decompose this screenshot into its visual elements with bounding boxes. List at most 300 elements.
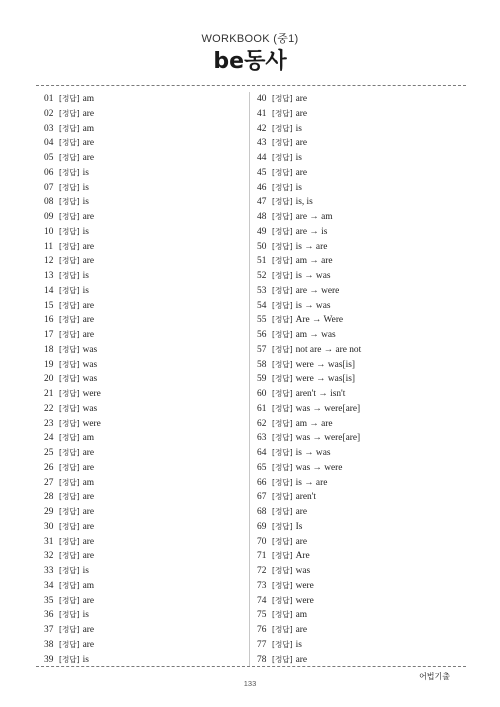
answer-text: are xyxy=(82,448,95,458)
answer-tag: [정답] xyxy=(59,521,80,531)
answer-row xyxy=(44,372,244,387)
answer-text: are xyxy=(295,654,308,665)
answer-tag: [정답] xyxy=(272,507,293,516)
answer-number: 39 xyxy=(44,654,54,665)
answer-tag: [정답] xyxy=(59,344,80,354)
answer-tag: [정답] xyxy=(59,285,80,295)
answer-text: is xyxy=(82,654,89,665)
answer-row xyxy=(257,151,457,166)
answer-row xyxy=(44,431,244,446)
column-divider xyxy=(249,92,250,666)
answer-row xyxy=(257,417,457,432)
answer-row xyxy=(44,269,244,284)
answer-number: 67 xyxy=(257,492,267,503)
answer-number: 16 xyxy=(44,315,54,326)
answer-text: are xyxy=(82,625,95,635)
answer-number: 62 xyxy=(257,418,267,429)
answer-tag: [정답] xyxy=(59,507,80,516)
answer-row xyxy=(44,136,244,151)
answer-row xyxy=(44,520,244,535)
answer-tag: [정답] xyxy=(59,271,80,280)
answer-text: was xyxy=(82,403,98,414)
answer-tag: [정답] xyxy=(272,566,293,575)
answer-tag: [정답] xyxy=(59,433,80,443)
page-title: be동사 xyxy=(213,49,287,74)
answer-text: were xyxy=(82,389,101,399)
answer-row xyxy=(44,446,244,461)
answer-row xyxy=(257,608,457,623)
answer-row xyxy=(257,549,457,564)
answer-text: is xyxy=(82,226,89,237)
answer-number: 69 xyxy=(257,521,267,532)
answer-tag: [정답] xyxy=(59,300,80,310)
answer-text: are xyxy=(82,330,95,340)
answer-number: 14 xyxy=(44,285,54,296)
answer-text: are xyxy=(295,167,308,178)
answer-tag: [정답] xyxy=(59,654,80,664)
answer-tag: [정답] xyxy=(272,108,293,118)
answer-row xyxy=(257,623,457,638)
answer-tag: [정답] xyxy=(272,492,293,502)
answer-number: 61 xyxy=(257,403,267,414)
answer-row xyxy=(257,181,457,196)
answer-text: is xyxy=(295,639,302,650)
answer-row xyxy=(257,520,457,535)
answer-row xyxy=(44,343,244,358)
answer-number: 28 xyxy=(44,492,54,503)
answer-tag: [정답] xyxy=(59,625,80,634)
answer-number: 64 xyxy=(257,448,267,458)
answer-number: 30 xyxy=(44,521,54,532)
answer-row xyxy=(257,431,457,446)
answer-text: are xyxy=(82,108,95,119)
answer-text: is → was xyxy=(295,300,331,311)
answer-row xyxy=(44,549,244,564)
answer-text: am xyxy=(82,123,95,134)
answer-text: are xyxy=(82,507,95,517)
answer-text: are xyxy=(295,138,308,149)
answer-tag: [정답] xyxy=(272,138,293,148)
answer-row xyxy=(257,594,457,609)
answer-text: was xyxy=(295,566,311,576)
answer-number: 02 xyxy=(44,108,54,119)
answer-tag: [정답] xyxy=(272,610,293,620)
answer-row xyxy=(44,92,244,107)
answer-text: aren't xyxy=(295,492,317,503)
answer-tag: [정답] xyxy=(59,610,80,620)
answer-tag: [정답] xyxy=(272,521,293,531)
answer-row xyxy=(257,240,457,255)
answer-number: 13 xyxy=(44,271,54,281)
answer-text: Are xyxy=(295,551,310,562)
answer-tag: [정답] xyxy=(59,536,80,546)
answer-number: 55 xyxy=(257,315,267,326)
answer-row xyxy=(44,254,244,269)
answer-tag: [정답] xyxy=(59,477,80,487)
answer-tag: [정답] xyxy=(272,389,293,398)
answer-number: 01 xyxy=(44,94,54,104)
answer-number: 78 xyxy=(257,654,267,665)
answer-row xyxy=(257,122,457,137)
answer-row xyxy=(44,402,244,417)
answer-number: 03 xyxy=(44,123,54,134)
answer-row xyxy=(257,225,457,240)
answer-tag: [정답] xyxy=(59,241,80,251)
answer-tag: [정답] xyxy=(272,226,293,236)
answer-row xyxy=(44,387,244,402)
answer-text: are → am xyxy=(295,212,333,222)
answer-text: were → was[is] xyxy=(295,374,355,385)
answer-tag: [정답] xyxy=(272,315,293,325)
answer-tag: [정답] xyxy=(59,566,80,575)
answer-row xyxy=(257,166,457,181)
answer-tag: [정답] xyxy=(59,94,80,103)
answer-number: 38 xyxy=(44,639,54,650)
answer-text: am xyxy=(295,610,308,621)
answer-number: 44 xyxy=(257,153,267,163)
answer-row xyxy=(257,269,457,284)
answer-tag: [정답] xyxy=(59,389,80,398)
answer-text: is xyxy=(82,182,89,193)
answer-number: 35 xyxy=(44,595,54,606)
answer-number: 15 xyxy=(44,300,54,311)
answer-text: Are → Were xyxy=(295,315,344,326)
answer-tag: [정답] xyxy=(272,639,293,649)
answer-text: are xyxy=(295,625,308,635)
answer-row xyxy=(257,92,457,107)
answer-text: are xyxy=(295,507,308,517)
answer-text: are xyxy=(82,212,95,222)
answer-text: is xyxy=(82,566,89,576)
answer-row xyxy=(44,107,244,122)
answer-text: was → were[are] xyxy=(295,433,361,444)
answer-number: 66 xyxy=(257,477,267,488)
answer-tag: [정답] xyxy=(59,108,80,118)
answer-row xyxy=(44,594,244,609)
answer-tag: [정답] xyxy=(272,625,293,634)
answer-text: are xyxy=(82,551,95,562)
answer-tag: [정답] xyxy=(59,182,80,192)
answer-text: not are → are not xyxy=(295,344,362,355)
answer-text: am xyxy=(82,580,95,591)
answer-row xyxy=(257,328,457,343)
answer-tag: [정답] xyxy=(59,153,80,162)
answer-text: was xyxy=(82,374,98,385)
answer-number: 63 xyxy=(257,433,267,444)
answer-tag: [정답] xyxy=(59,374,80,384)
answer-number: 11 xyxy=(44,241,54,252)
answer-number: 19 xyxy=(44,359,54,370)
answer-tag: [정답] xyxy=(272,403,293,413)
answer-row xyxy=(44,476,244,491)
answer-tag: [정답] xyxy=(272,359,293,369)
answer-tag: [정답] xyxy=(59,551,80,561)
answer-number: 27 xyxy=(44,477,54,488)
answer-row xyxy=(257,564,457,579)
answer-row xyxy=(44,210,244,225)
answer-text: were xyxy=(295,580,314,591)
answer-row xyxy=(257,387,457,402)
answer-row xyxy=(44,490,244,505)
answer-text: was → were xyxy=(295,462,343,473)
answer-row xyxy=(44,313,244,328)
answer-tag: [정답] xyxy=(272,182,293,192)
answer-number: 47 xyxy=(257,197,267,208)
answer-number: 33 xyxy=(44,566,54,576)
answer-number: 49 xyxy=(257,226,267,237)
answer-row xyxy=(44,461,244,476)
answer-text: are xyxy=(82,256,95,267)
answer-tag: [정답] xyxy=(59,226,80,236)
answer-row xyxy=(257,313,457,328)
answer-tag: [정답] xyxy=(59,315,80,325)
answer-number: 31 xyxy=(44,536,54,547)
answer-tag: [정답] xyxy=(272,477,293,487)
answer-number: 56 xyxy=(257,330,267,340)
answer-number: 17 xyxy=(44,330,54,340)
answer-text: are xyxy=(82,241,95,252)
answer-text: were xyxy=(295,595,314,606)
answer-row xyxy=(44,151,244,166)
answer-row xyxy=(257,358,457,373)
answer-number: 12 xyxy=(44,256,54,267)
answer-text: are xyxy=(82,138,95,149)
answer-number: 21 xyxy=(44,389,54,399)
answer-row xyxy=(257,284,457,299)
answer-row xyxy=(257,638,457,653)
answer-row xyxy=(257,461,457,476)
answer-text: am xyxy=(82,477,95,488)
answer-tag: [정답] xyxy=(59,418,80,428)
answer-number: 68 xyxy=(257,507,267,517)
answer-text: were xyxy=(82,418,101,429)
answer-text: aren't → isn't xyxy=(295,389,346,399)
answer-number: 18 xyxy=(44,344,54,355)
answer-number: 52 xyxy=(257,271,267,281)
answer-text: am xyxy=(82,433,95,444)
answer-text: is xyxy=(82,197,89,208)
answer-row xyxy=(44,284,244,299)
answer-tag: [정답] xyxy=(59,462,80,472)
answer-row xyxy=(257,535,457,550)
answer-number: 06 xyxy=(44,167,54,178)
answer-text: was → were[are] xyxy=(295,403,361,414)
answer-text: is → was xyxy=(295,271,331,281)
top-dashed-rule xyxy=(36,85,466,86)
answer-text: is xyxy=(82,610,89,621)
answer-number: 70 xyxy=(257,536,267,547)
answer-text: were → was[is] xyxy=(295,359,355,370)
answer-tag: [정답] xyxy=(59,212,80,221)
answer-number: 53 xyxy=(257,285,267,296)
answer-row xyxy=(44,417,244,432)
answer-row xyxy=(257,107,457,122)
answer-tag: [정답] xyxy=(272,330,293,339)
answer-number: 73 xyxy=(257,580,267,591)
answer-row xyxy=(257,372,457,387)
answer-tag: [정답] xyxy=(272,448,293,457)
answer-row xyxy=(44,535,244,550)
answer-column-right xyxy=(257,92,457,667)
answer-text: are xyxy=(295,108,308,119)
answer-row xyxy=(257,136,457,151)
answer-tag: [정답] xyxy=(272,344,293,354)
page-number: 133 xyxy=(243,679,257,688)
answer-row xyxy=(44,564,244,579)
answer-text: is xyxy=(82,167,89,178)
answer-text: are xyxy=(82,315,95,326)
answer-tag: [정답] xyxy=(272,167,293,177)
answer-row xyxy=(44,358,244,373)
answer-number: 48 xyxy=(257,212,267,222)
answer-text: are xyxy=(82,595,95,606)
answer-tag: [정답] xyxy=(272,580,293,590)
answer-text: was xyxy=(82,359,98,370)
answer-text: is xyxy=(295,153,302,163)
answer-number: 57 xyxy=(257,344,267,355)
answer-tag: [정답] xyxy=(272,595,293,605)
answer-row xyxy=(44,328,244,343)
answer-text: are xyxy=(295,94,308,104)
answer-row xyxy=(44,299,244,314)
answer-text: was xyxy=(82,344,98,355)
answer-number: 42 xyxy=(257,123,267,134)
answer-tag: [정답] xyxy=(272,153,293,162)
answer-text: are xyxy=(82,492,95,503)
answer-row xyxy=(257,254,457,269)
answer-tag: [정답] xyxy=(272,123,293,133)
answer-number: 09 xyxy=(44,212,54,222)
answer-row xyxy=(44,225,244,240)
answer-number: 54 xyxy=(257,300,267,311)
answer-tag: [정답] xyxy=(59,167,80,177)
answer-number: 24 xyxy=(44,433,54,444)
answer-text: is xyxy=(82,285,89,296)
answer-number: 74 xyxy=(257,595,267,606)
answer-tag: [정답] xyxy=(272,654,293,664)
answer-number: 60 xyxy=(257,389,267,399)
answer-row xyxy=(257,343,457,358)
answer-text: is → are xyxy=(295,241,328,252)
answer-number: 23 xyxy=(44,418,54,429)
answer-number: 25 xyxy=(44,448,54,458)
answer-number: 08 xyxy=(44,197,54,208)
answer-text: is xyxy=(295,182,302,193)
answer-text: am → are xyxy=(295,418,333,429)
answer-tag: [정답] xyxy=(59,639,80,649)
answer-row xyxy=(44,579,244,594)
bottom-dashed-rule xyxy=(36,666,466,667)
answer-number: 05 xyxy=(44,153,54,163)
answer-text: is, is xyxy=(295,197,313,208)
answer-text: am → was xyxy=(295,330,336,340)
workbook-subtitle: WORKBOOK (중1) xyxy=(201,33,299,45)
answer-number: 59 xyxy=(257,374,267,385)
answer-tag: [정답] xyxy=(272,551,293,561)
answer-row xyxy=(257,579,457,594)
answer-tag: [정답] xyxy=(272,197,293,207)
answer-text: am → are xyxy=(295,256,333,267)
answer-text: are xyxy=(82,153,95,163)
answer-number: 04 xyxy=(44,138,54,149)
answer-column-left xyxy=(44,92,244,667)
answer-tag: [정답] xyxy=(272,256,293,266)
answer-tag: [정답] xyxy=(272,271,293,280)
answer-tag: [정답] xyxy=(272,94,293,103)
answer-number: 10 xyxy=(44,226,54,237)
answer-tag: [정답] xyxy=(272,418,293,428)
answer-number: 72 xyxy=(257,566,267,576)
answer-row xyxy=(44,240,244,255)
answer-text: is → are xyxy=(295,477,328,488)
answer-row xyxy=(257,195,457,210)
answer-tag: [정답] xyxy=(272,241,293,251)
answer-text: Is xyxy=(295,521,303,532)
answer-text: are xyxy=(82,521,95,532)
answer-tag: [정답] xyxy=(59,448,80,457)
answer-number: 22 xyxy=(44,403,54,414)
answer-number: 46 xyxy=(257,182,267,193)
answer-text: is xyxy=(82,271,89,281)
answer-tag: [정답] xyxy=(272,462,293,472)
answer-row xyxy=(257,402,457,417)
answer-tag: [정답] xyxy=(59,197,80,207)
answer-text: are xyxy=(82,639,95,650)
answer-row xyxy=(44,608,244,623)
answer-text: are xyxy=(82,300,95,311)
answer-tag: [정답] xyxy=(59,359,80,369)
answer-tag: [정답] xyxy=(272,285,293,295)
answer-number: 40 xyxy=(257,94,267,104)
answer-row xyxy=(257,299,457,314)
answer-number: 76 xyxy=(257,625,267,635)
answer-number: 32 xyxy=(44,551,54,562)
answer-row xyxy=(257,505,457,520)
answer-row xyxy=(257,446,457,461)
answer-text: am xyxy=(82,94,95,104)
answer-number: 07 xyxy=(44,182,54,193)
answer-number: 34 xyxy=(44,580,54,591)
answer-tag: [정답] xyxy=(59,330,80,339)
answer-tag: [정답] xyxy=(59,595,80,605)
answer-number: 77 xyxy=(257,639,267,650)
answer-number: 45 xyxy=(257,167,267,178)
answer-row xyxy=(257,476,457,491)
section-label: 어법기출 xyxy=(419,672,450,681)
answer-tag: [정답] xyxy=(272,212,293,221)
answer-text: is → was xyxy=(295,448,331,458)
answer-number: 71 xyxy=(257,551,267,562)
answer-text: are xyxy=(82,462,95,473)
answer-number: 29 xyxy=(44,507,54,517)
answer-row xyxy=(44,181,244,196)
answer-tag: [정답] xyxy=(272,300,293,310)
answer-tag: [정답] xyxy=(272,536,293,546)
answer-tag: [정답] xyxy=(272,433,293,443)
answer-row xyxy=(44,623,244,638)
answer-number: 51 xyxy=(257,256,267,267)
answer-number: 50 xyxy=(257,241,267,252)
answer-text: are → is xyxy=(295,226,328,237)
answer-tag: [정답] xyxy=(59,403,80,413)
answer-row xyxy=(257,210,457,225)
answer-tag: [정답] xyxy=(59,492,80,502)
answer-row xyxy=(44,195,244,210)
answer-number: 75 xyxy=(257,610,267,621)
answer-tag: [정답] xyxy=(59,256,80,266)
answer-row xyxy=(44,638,244,653)
answer-text: are xyxy=(82,536,95,547)
